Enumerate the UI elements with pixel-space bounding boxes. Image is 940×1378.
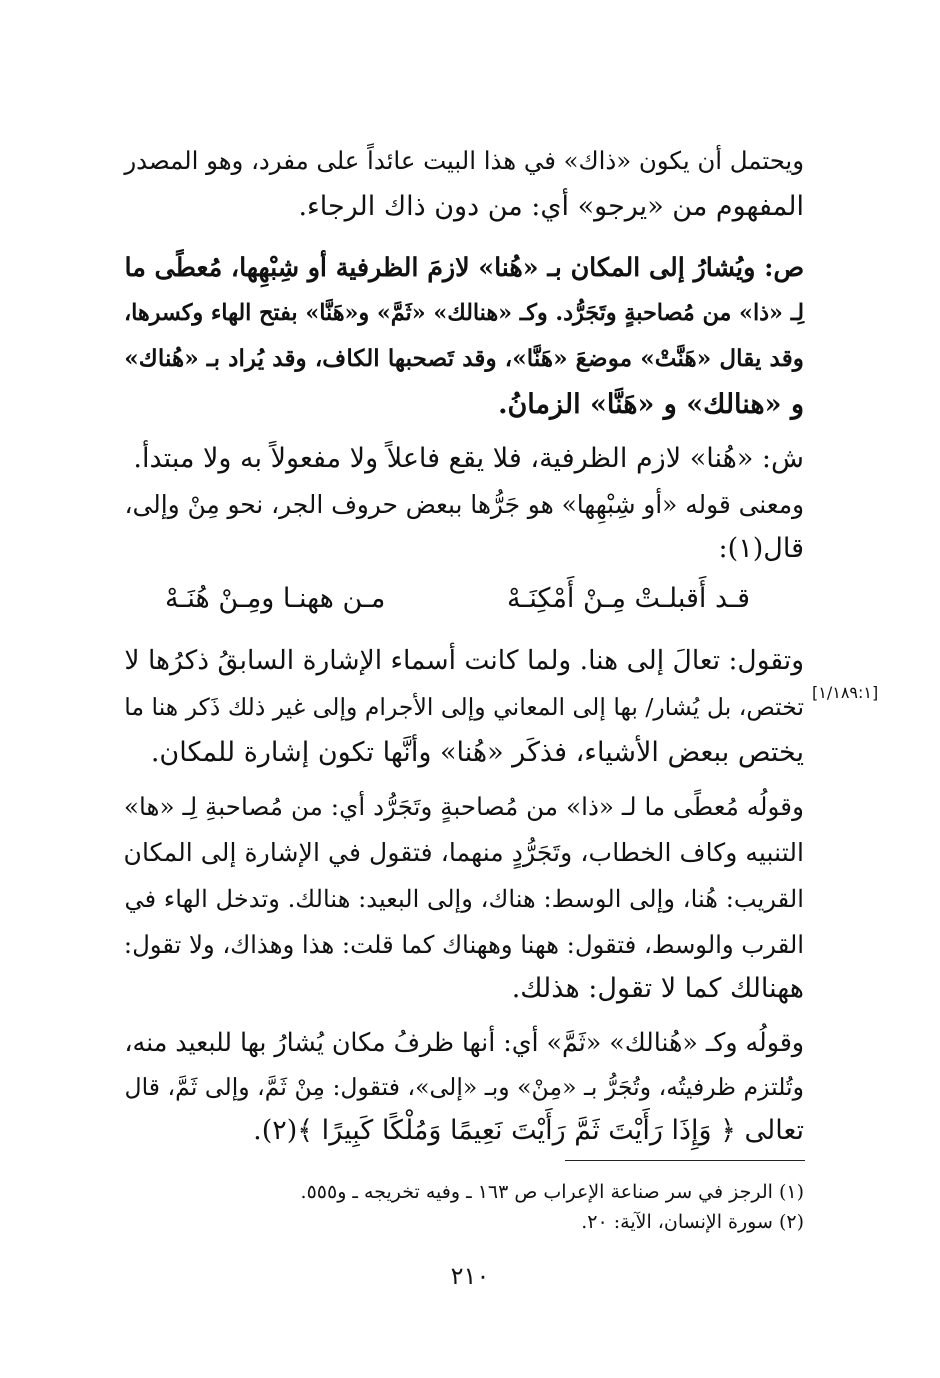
paragraph-5-line-2: التنبيه وكاف الخطاب، وتَجَرُّدٍ منهما، فتقول في الإشارة إلى المكان	[123, 838, 804, 867]
paragraph-6-line-2: وتُلتزم ظرفيتُه، وتُجَرُّ بـ «مِنْ» وبـ «إلى»، فتقول: مِنْ ثَمَّ، وإلى ثَمَّ، قال	[124, 1073, 804, 1101]
paragraph-5-line-3: القريب: هُنا، وإلى الوسط: هناك، وإلى البعيد: هنالك. وتدخل الهاء في	[124, 885, 804, 913]
verse-left-hemistich: مـن ههنـا ومِـنْ هُنَـهْ	[165, 583, 386, 614]
paragraph-3-line-1: ش: «هُنا» لازم الظرفية، فلا يقع فاعلاً ولا مفعولاً به ولا مبتدأ.	[133, 443, 804, 474]
paragraph-4-line-3: يختص ببعض الأشياء، فذكَر «هُنا» وأنَّها تكون إشارة للمكان.	[150, 737, 804, 768]
paragraph-2-line-2: لِـ «ذا» من مُصاحبةٍ وتَجَرُّد. وكـ «هنالك» «ثَمَّ» و«هَنَّا» بفتح الهاء وكسرها،	[123, 300, 804, 326]
paragraph-4-line-2: تختص، بل يُشار/ بها إلى المعاني وإلى الأجرام وإلى غير ذلك ذَكر هنا ما	[124, 693, 804, 721]
margin-reference-note: [١/١٨٩:١]	[812, 683, 879, 702]
footnote-2: (٢) سورة الإنسان، الآية: ٢٠.	[581, 1211, 804, 1233]
paragraph-2-line-1: ص: ويُشارُ إلى المكان بـ «هُنا» لازمَ الظرفية أو شِبْهِها، مُعطًى ما	[124, 252, 804, 282]
paragraph-5-line-4: القرب والوسط، فتقول: ههنا وههناك كما قلت: هذا وهذاك، ولا تقول:	[123, 930, 804, 959]
paragraph-1-line-1: ويحتمل أن يكون «ذاك» في هذا البيت عائداً على مفرد، وهو المصدر	[124, 146, 804, 175]
footnote-1: (١) الرجز في سر صناعة الإعراب ص ١٦٣ ـ وفيه تخريجه ـ و٥٥٥.	[300, 1181, 804, 1203]
paragraph-3-line-2: ومعنى قوله «أو شِبْهِها» هو جَرُّها ببعض حروف الجر، نحو مِنْ وإلى،	[124, 490, 804, 519]
page-number: ٢١٠	[450, 1262, 490, 1290]
paragraph-2-line-4: و «هنالك» و «هَنَّا» الزمانُ.	[498, 389, 804, 420]
paragraph-6-line-1: وقولُه وكـ «هُنالك» «ثَمَّ» أي: أنها ظرفُ مكان يُشارُ بها للبعيد منه،	[124, 1028, 804, 1057]
footnote-separator	[565, 1160, 805, 1161]
verse-right-hemistich: قـد أَقبلـتْ مِـنْ أَمْكِنَـهْ	[507, 583, 750, 614]
paragraph-1-line-2: المفهوم من «يرجو» أي: من دون ذاك الرجاء.	[298, 191, 804, 222]
paragraph-5-line-1: وقولُه مُعطًى ما لـ «ذا» من مُصاحبةٍ وتَجَرُّد أي: من مُصاحبةِ لِـ «ها»	[123, 792, 804, 821]
paragraph-5-line-5: ههنالك كما لا تقول: هذلك.	[511, 973, 804, 1004]
paragraph-6-line-3: تعالى ﴿ وَإِذَا رَأَيْتَ ثَمَّ رَأَيْتَ نَعِيمًا وَمُلْكًا كَبِيرًا ﴾(٢).	[253, 1115, 804, 1146]
paragraph-4-line-1: وتقول: تعالَ إلى هنا. ولما كانت أسماء الإشارة السابقُ ذكرُها لا	[124, 645, 804, 676]
paragraph-3-line-3: قال(١):	[718, 533, 804, 564]
paragraph-2-line-3: وقد يقال «هَنَّتْ» موضعَ «هَنَّا»، وقد تَصحبها الكاف، وقد يُراد بـ «هُناك»	[124, 345, 804, 372]
